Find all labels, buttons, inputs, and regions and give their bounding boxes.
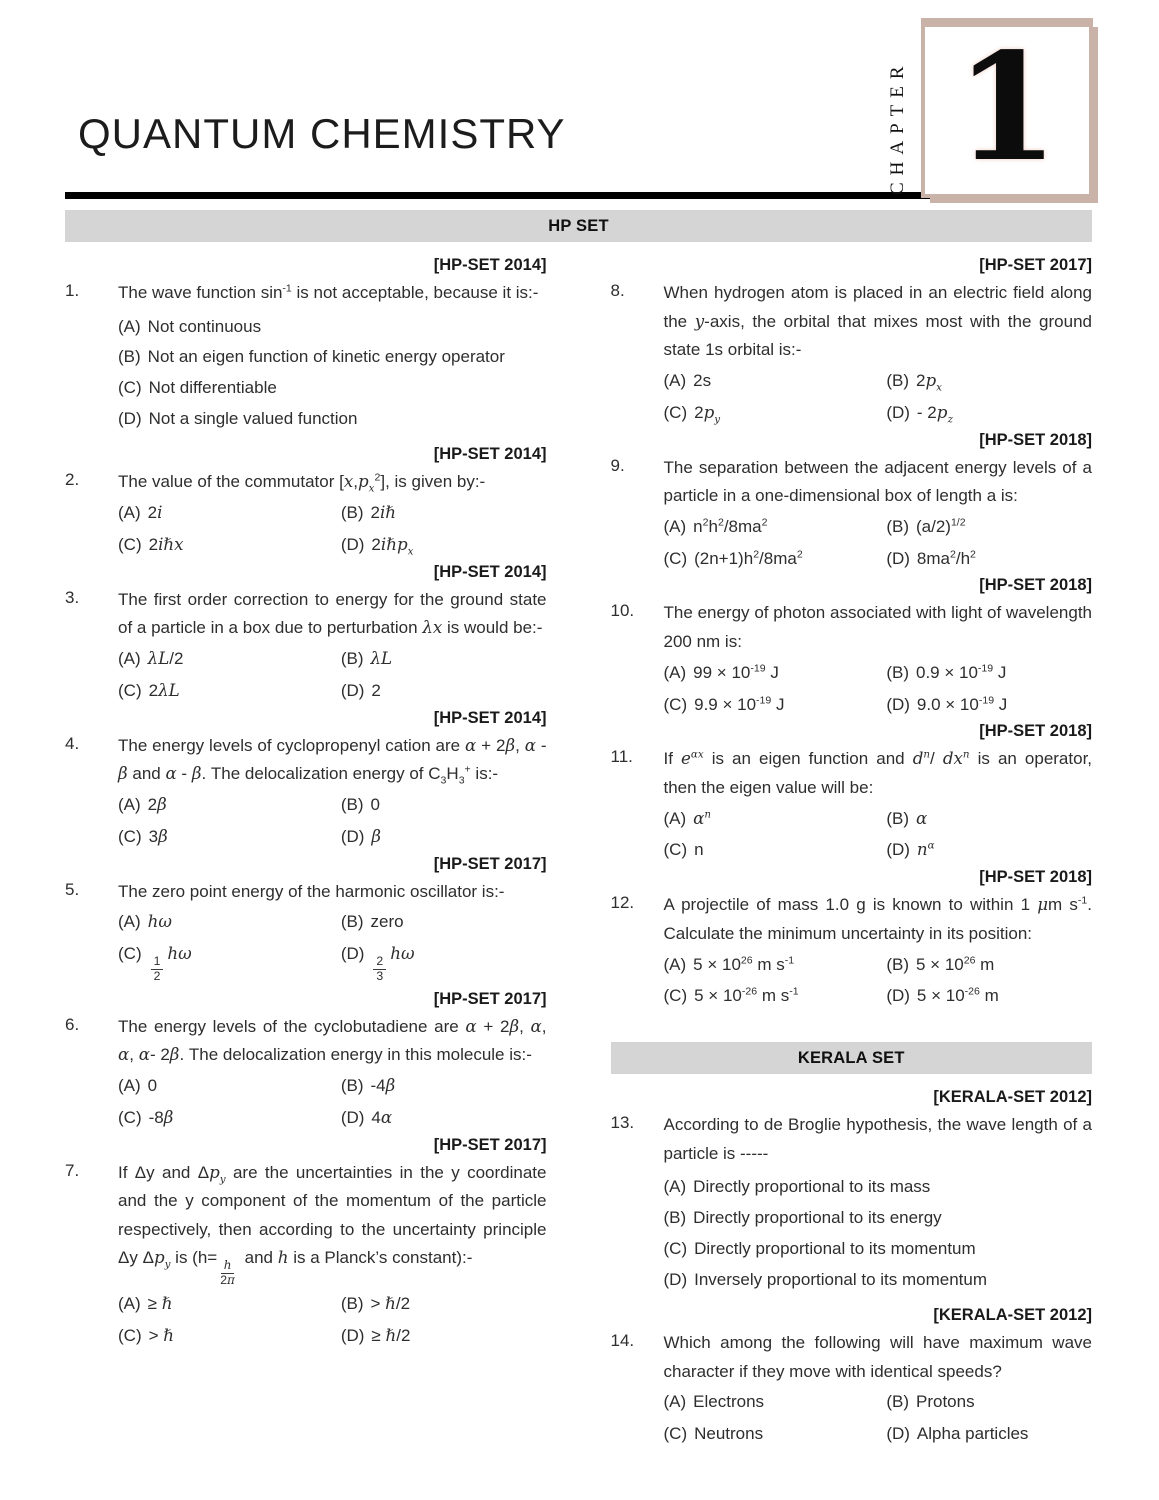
question-7 xyxy=(65,1158,547,1348)
option-text: > ℏ xyxy=(148,1325,174,1345)
option-text: $(2n+1)h^2/8ma^2$ xyxy=(694,547,803,568)
option-B xyxy=(341,794,547,817)
option-label: (A) xyxy=(118,316,141,336)
question-text: The separation between the adjacent energy levels of a particle in a one-dimensional box of length a is: xyxy=(663,457,1092,506)
option-label: (A) xyxy=(663,1392,687,1412)
option-label: (A) xyxy=(118,794,141,814)
question-text: If Δy and $\Delta p_y$ are the uncertainties in the y coordinate and the y component of the momentum of the particle respectively, then according to the uncertainty principle Δy $\Delta p_y$ is (h= $\frac{h}{2\pi}$ and h is a Planck’s constant):- xyxy=(118,1162,547,1288)
option-text: $5 \times 10^{-26}$ m $s^{-1}$ xyxy=(694,985,799,1006)
option-D xyxy=(886,548,1092,571)
option-label: (C) xyxy=(663,1424,688,1444)
question-body xyxy=(664,744,1093,862)
question-text: The value of the commutator $[x,p_x^2]$, is given by:- xyxy=(118,471,486,495)
option-label: (A) xyxy=(118,502,141,522)
option-B xyxy=(886,808,1092,831)
option-text: 2 xyxy=(371,680,381,700)
question-number: 5. xyxy=(65,879,80,899)
question-10 xyxy=(611,598,1093,716)
question-body xyxy=(664,278,1093,425)
option-label: (B) xyxy=(340,648,364,668)
option-text: 2i xyxy=(147,502,163,522)
option-label: (B) xyxy=(340,912,364,932)
option-label: (D) xyxy=(340,1325,365,1345)
option-B xyxy=(341,648,547,671)
option-label: (A) xyxy=(663,808,687,828)
question-body xyxy=(664,890,1093,1008)
chapter-word-label: CHAPTER xyxy=(887,59,908,195)
option-A xyxy=(664,808,887,831)
question-text: The energy levels of cyclopropenyl cation are α + 2β, α - β and α - β. The delocalization energy of $C_3H_3^+$ is:- xyxy=(118,735,547,787)
option-text: Not differentiable xyxy=(148,378,277,398)
option-B xyxy=(341,911,547,934)
option-D xyxy=(664,1269,1093,1292)
option-text: 0 xyxy=(147,1075,158,1095)
question-6 xyxy=(65,1012,547,1130)
question-body xyxy=(664,598,1093,716)
option-label: (C) xyxy=(663,694,688,714)
question-text: A projectile of mass 1.0 g is known to within 1 μm $s^{-1}$. Calculate the minimum uncertainty in its position: xyxy=(663,894,1092,943)
chapter-number-box xyxy=(921,18,1093,198)
option-group xyxy=(118,1293,547,1348)
option-label: (D) xyxy=(340,534,365,554)
option-C xyxy=(664,402,887,425)
option-A xyxy=(664,954,887,977)
option-D xyxy=(341,943,547,983)
option-text: Electrons xyxy=(693,1392,765,1412)
option-A xyxy=(118,316,547,339)
option-label: (A) xyxy=(118,912,141,932)
option-text: Protons xyxy=(915,1392,975,1412)
option-text: 2β xyxy=(147,794,167,814)
exam-tag: [KERALA-SET 2012] xyxy=(933,1088,1092,1107)
option-A xyxy=(118,1075,341,1098)
option-text: ≥ ℏ xyxy=(147,1293,173,1313)
option-text: $9.0 \times 10^{-19}$ J xyxy=(916,693,1008,714)
option-C xyxy=(118,826,341,849)
chapter-badge xyxy=(887,14,1093,202)
option-text: $\frac{1}{2}$ hω xyxy=(149,944,192,963)
option-group xyxy=(664,1176,1093,1292)
option-label: (A) xyxy=(663,370,687,390)
question-columns xyxy=(65,254,1092,1450)
option-B xyxy=(886,1391,1092,1414)
option-text: $n^\alpha$ xyxy=(916,839,935,860)
option-B xyxy=(664,1207,1093,1230)
option-text: $5 \times 10^{26}$ m $s^{-1}$ xyxy=(693,953,795,974)
question-number: 3. xyxy=(65,587,80,607)
option-A xyxy=(118,911,341,934)
option-label: (A) xyxy=(663,954,687,974)
option-text: Directly proportional to its mass xyxy=(693,1177,931,1197)
option-text: $99 \times 10^{-19}$ J xyxy=(693,661,779,682)
option-label: (C) xyxy=(118,826,142,846)
option-D xyxy=(886,985,1092,1008)
option-label: (B) xyxy=(886,1392,909,1412)
option-C xyxy=(664,548,887,571)
question-number: 9. xyxy=(610,455,625,475)
option-label: (B) xyxy=(340,502,364,522)
exam-tag: [HP-SET 2017] xyxy=(433,989,547,1008)
option-text: 0 xyxy=(370,794,380,814)
option-group xyxy=(664,370,1093,425)
option-D xyxy=(341,534,547,557)
option-group xyxy=(118,648,547,703)
option-text: $0.9 \times 10^{-19}$ J xyxy=(915,661,1007,682)
question-number: 8. xyxy=(610,281,625,300)
exam-tag: [HP-SET 2017] xyxy=(433,1135,547,1154)
question-text: The first order correction to energy for the ground state of a particle in a box due to perturbation λx is would be:- xyxy=(118,589,547,638)
option-label: (C) xyxy=(118,680,142,700)
option-label: (A) xyxy=(118,1075,141,1095)
option-B xyxy=(341,502,547,525)
option-text: 2iℏx xyxy=(148,534,184,554)
option-text: λL xyxy=(370,648,393,668)
question-number: 10. xyxy=(610,601,635,621)
question-5 xyxy=(65,877,547,984)
option-text: Directly proportional to its energy xyxy=(693,1208,942,1228)
section-bar-label: HP SET xyxy=(548,217,609,235)
option-text: Alpha particles xyxy=(916,1424,1029,1444)
option-label: (D) xyxy=(886,1424,910,1444)
question-body xyxy=(118,278,547,439)
option-A xyxy=(118,502,341,525)
masthead xyxy=(0,0,1159,195)
question-11 xyxy=(611,744,1093,862)
column-left xyxy=(65,254,547,1450)
option-label: (C) xyxy=(663,548,688,568)
option-text: $(a/2)^{1/2}$ xyxy=(915,515,966,536)
option-label: (A) xyxy=(663,1177,687,1197)
option-D xyxy=(341,1325,547,1348)
option-text: Inversely proportional to its momentum xyxy=(694,1270,988,1290)
option-text: $5 \times 10^{26}$ m xyxy=(915,953,995,974)
option-text: 2iℏp$_x$ xyxy=(371,534,414,558)
option-text: 2λL xyxy=(148,680,180,700)
question-text: According to de Broglie hypothesis, the wave length of a particle is ----- xyxy=(663,1115,1092,1163)
option-B xyxy=(886,954,1092,977)
option-text: 4α xyxy=(371,1107,393,1127)
question-body xyxy=(118,731,547,849)
question-number: 11. xyxy=(610,747,633,767)
option-C xyxy=(664,694,887,717)
option-B xyxy=(341,1293,547,1316)
question-body xyxy=(664,453,1093,571)
column-right xyxy=(611,254,1093,1450)
option-label: (B) xyxy=(886,954,909,974)
option-label: (C) xyxy=(118,534,142,554)
option-D xyxy=(886,839,1092,862)
option-group xyxy=(118,911,547,983)
option-A xyxy=(118,794,341,817)
option-text: $8ma^2/h^2$ xyxy=(916,547,976,568)
exam-tag: [HP-SET 2017] xyxy=(433,854,547,873)
option-text: > ℏ/2 xyxy=(370,1293,411,1313)
option-A xyxy=(664,1391,887,1414)
option-label: (B) xyxy=(340,794,364,814)
question-text: If $e^{\alpha x}$ is an eigen function and $d^n/$ $dx^n$ is an operator, then the eigen value will be: xyxy=(663,748,1093,797)
question-8 xyxy=(611,278,1093,425)
question-number: 6. xyxy=(65,1014,80,1034)
option-label: (D) xyxy=(340,944,365,964)
exam-tag: [HP-SET 2018] xyxy=(979,868,1092,887)
option-C xyxy=(664,1238,1093,1261)
exam-tag: [HP-SET 2014] xyxy=(433,708,547,727)
option-text: $9.9 \times 10^{-19}$ J xyxy=(694,693,785,714)
option-text: 2s xyxy=(693,370,712,390)
option-text: n xyxy=(694,840,704,860)
option-D xyxy=(341,826,547,849)
option-D xyxy=(118,408,547,431)
option-C xyxy=(118,680,341,703)
question-number: 13. xyxy=(610,1113,635,1133)
question-number: 12. xyxy=(610,893,635,913)
option-label: (D) xyxy=(886,986,910,1006)
option-label: (B) xyxy=(340,1293,364,1313)
option-label: (B) xyxy=(663,1208,687,1228)
option-D xyxy=(886,1423,1092,1446)
option-label: (D) xyxy=(340,826,365,846)
option-A xyxy=(664,662,887,685)
option-label: (C) xyxy=(118,1325,142,1345)
section-bar-hp-set xyxy=(65,210,1092,242)
exam-tag: [HP-SET 2014] xyxy=(433,256,547,274)
option-A xyxy=(664,1176,1093,1199)
exam-tag: [HP-SET 2018] xyxy=(979,722,1092,741)
option-label: (C) xyxy=(663,840,688,860)
exam-tag: [HP-SET 2014] xyxy=(433,445,547,464)
exam-tag: [HP-SET 2014] xyxy=(433,562,547,581)
option-label: (D) xyxy=(886,840,910,860)
option-text: $2p_x$ xyxy=(915,370,942,393)
option-group xyxy=(664,808,1093,863)
question-text: The zero point energy of the harmonic oscillator is:- xyxy=(118,881,505,901)
option-C xyxy=(664,985,887,1008)
option-group xyxy=(664,1391,1093,1446)
option-label: (B) xyxy=(886,370,909,390)
option-group xyxy=(118,794,547,849)
option-label: (D) xyxy=(663,1270,688,1290)
option-B xyxy=(118,346,547,369)
option-label: (C) xyxy=(118,1107,142,1127)
option-group xyxy=(118,1075,547,1130)
section-bar-kerala-set xyxy=(611,1042,1093,1074)
option-text: hω xyxy=(147,912,172,932)
option-label: (D) xyxy=(886,548,910,568)
question-4 xyxy=(65,731,547,849)
question-body xyxy=(118,1158,547,1348)
question-2 xyxy=(65,467,547,556)
option-B xyxy=(341,1075,547,1098)
option-A xyxy=(664,370,887,393)
question-12 xyxy=(611,890,1093,1008)
option-group xyxy=(118,502,547,557)
question-1 xyxy=(65,278,547,439)
option-C xyxy=(118,377,547,400)
option-C xyxy=(664,1423,887,1446)
question-number: 7. xyxy=(65,1160,80,1180)
question-text: The wave function $\sin^{-1}$ is not acceptable, because it is:- xyxy=(118,282,539,302)
option-text: λL/2 xyxy=(147,648,184,668)
option-label: (A) xyxy=(663,516,687,536)
option-label: (C) xyxy=(118,944,142,964)
question-9 xyxy=(611,453,1093,571)
question-text: Which among the following will have maximum wave character if they move with identical speeds? xyxy=(663,1333,1092,1381)
question-text: The energy levels of the cyclobutadiene are α + 2β, α, α, α- 2β. The delocalization energy in this molecule is:- xyxy=(118,1016,547,1065)
exam-tag: [KERALA-SET 2012] xyxy=(933,1306,1092,1325)
question-13 xyxy=(611,1110,1093,1300)
option-label: (D) xyxy=(340,1107,365,1127)
option-label: (A) xyxy=(663,662,687,682)
option-text: Not an eigen function of kinetic energy operator xyxy=(147,347,505,367)
option-label: (C) xyxy=(663,402,688,422)
option-C xyxy=(118,1325,341,1348)
question-number: 4. xyxy=(65,733,80,753)
option-D xyxy=(886,694,1092,717)
option-text: Not continuous xyxy=(147,316,262,336)
option-text: Not a single valued function xyxy=(148,409,358,429)
option-label: (D) xyxy=(886,694,910,714)
section-bar-label: KERALA SET xyxy=(797,1049,905,1068)
option-D xyxy=(886,402,1092,425)
option-label: (A) xyxy=(118,648,141,668)
option-text: 3β xyxy=(148,826,168,846)
option-A xyxy=(118,648,341,671)
option-text: α xyxy=(915,808,928,828)
question-body xyxy=(664,1328,1093,1446)
option-label: (D) xyxy=(340,680,365,700)
option-C xyxy=(118,1107,341,1130)
option-A xyxy=(664,516,887,539)
option-text: $\frac{2}{3}$ hω xyxy=(371,944,414,963)
question-text: The energy of photon associated with light of wavelength 200 nm is: xyxy=(663,603,1092,652)
option-text: Neutrons xyxy=(694,1424,764,1444)
option-label: (B) xyxy=(886,808,909,828)
question-3 xyxy=(65,585,547,703)
question-body xyxy=(664,1110,1093,1300)
question-number: 2. xyxy=(65,470,80,490)
option-group xyxy=(664,662,1093,717)
question-body xyxy=(118,877,547,984)
option-label: (D) xyxy=(118,409,142,429)
question-body xyxy=(118,1012,547,1130)
option-C xyxy=(118,534,341,557)
question-text: When hydrogen atom is placed in an electric field along the y-axis, the orbital that mixes most with the ground state 1s orbital is:- xyxy=(663,283,1092,360)
option-D xyxy=(341,680,547,703)
option-label: (D) xyxy=(886,402,910,422)
option-A xyxy=(118,1293,341,1316)
exam-tag: [HP-SET 2018] xyxy=(979,430,1092,449)
option-text: -8β xyxy=(148,1107,174,1127)
chapter-number: 1 xyxy=(955,19,1059,194)
option-text: $5 \times 10^{-26}$ m xyxy=(916,985,999,1006)
exam-tag: [HP-SET 2018] xyxy=(979,576,1092,595)
option-label: (C) xyxy=(118,378,142,398)
option-label: (C) xyxy=(663,986,688,1006)
option-label: (B) xyxy=(118,347,141,367)
option-label: (A) xyxy=(118,1293,141,1313)
question-number: 1. xyxy=(65,281,80,300)
option-text: 2iℏ xyxy=(370,502,397,522)
option-text: $2p_y$ xyxy=(694,402,721,425)
option-text: - $2p_z$ xyxy=(916,402,953,425)
option-group xyxy=(664,954,1093,1009)
question-body xyxy=(118,467,547,556)
option-B xyxy=(886,516,1092,539)
question-body xyxy=(118,585,547,703)
option-group xyxy=(664,516,1093,571)
option-text: ≥ ℏ/2 xyxy=(371,1325,411,1345)
option-label: (B) xyxy=(886,662,909,682)
option-label: (B) xyxy=(886,516,909,536)
option-group xyxy=(118,316,547,432)
option-text: Directly proportional to its momentum xyxy=(694,1239,976,1259)
question-number: 14. xyxy=(610,1331,635,1351)
option-label: (C) xyxy=(663,1239,688,1259)
option-label: (B) xyxy=(340,1075,364,1095)
option-text: -4β xyxy=(370,1075,396,1095)
question-14 xyxy=(611,1328,1093,1446)
option-D xyxy=(341,1107,547,1130)
option-text: $\alpha^n$ xyxy=(693,808,712,828)
page-title: QUANTUM CHEMISTRY xyxy=(78,110,566,157)
option-C xyxy=(664,839,887,862)
option-B xyxy=(886,370,1092,393)
option-C xyxy=(118,943,341,983)
option-B xyxy=(886,662,1092,685)
option-text: $n^2h^2/8ma^2$ xyxy=(693,515,768,536)
option-text: β xyxy=(371,826,382,846)
option-text: zero xyxy=(370,912,404,932)
exam-tag: [HP-SET 2017] xyxy=(979,256,1092,274)
